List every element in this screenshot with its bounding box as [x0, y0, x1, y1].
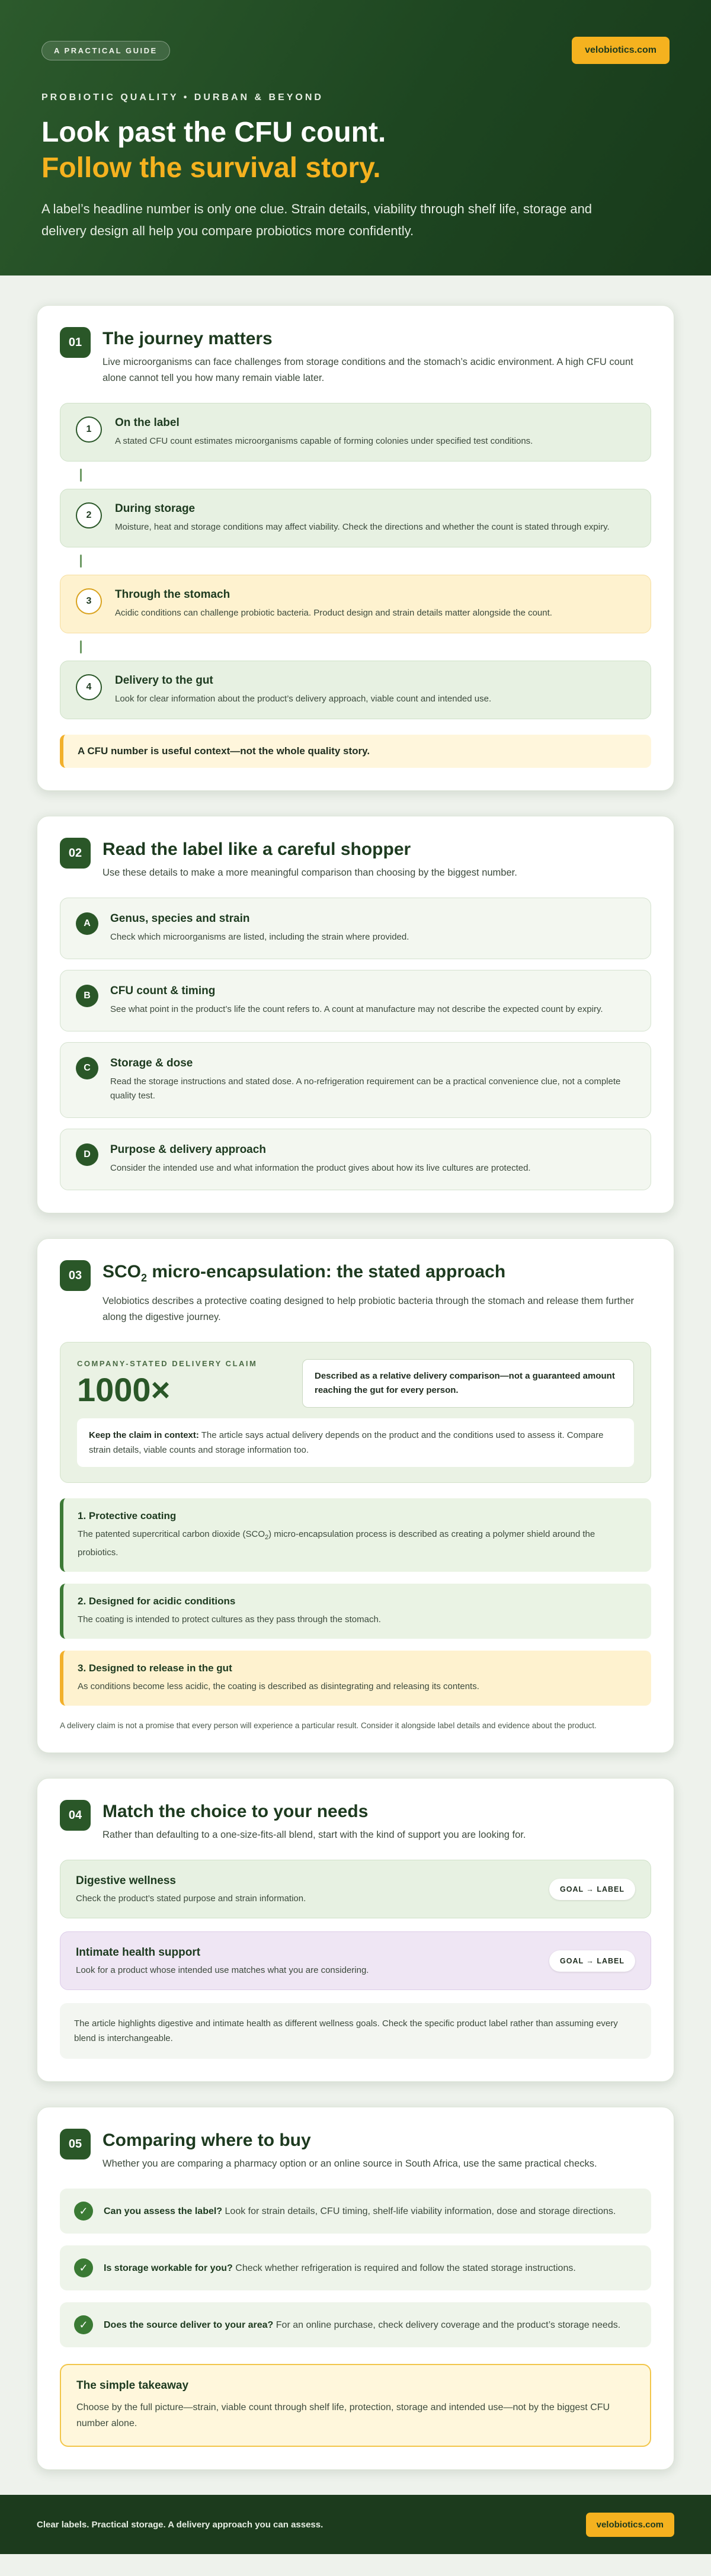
item-letter: D — [76, 1143, 98, 1166]
needs-footnote: The article highlights digestive and intimate health as different wellness goals. Check the specific product label rather than assuming every blend is interchangeable. — [60, 2003, 651, 2059]
step-number-circle: 4 — [76, 674, 102, 700]
section-title: The journey matters — [103, 329, 273, 348]
title-part: SCO — [103, 1262, 142, 1281]
buy-check-item — [60, 2245, 651, 2290]
section-sco2 — [37, 1238, 674, 1753]
item-title: Storage & dose — [110, 1057, 193, 1069]
takeaway-box — [60, 2364, 651, 2447]
page-footer — [0, 2495, 711, 2554]
section-intro: Live microorganisms can face challenges from storage conditions and the stomach’s acidic environment. A high CFU count alone cannot tell you how many remain viable later. — [103, 357, 633, 383]
claim-eyebrow: COMPANY-STATED DELIVERY CLAIM — [77, 1359, 258, 1368]
check-answer: Look for strain details, CFU timing, shelf-life viability information, dose and storage directions. — [222, 2206, 616, 2216]
delivery-disclaimer: A delivery claim is not a promise that every person will experience a particular result. Consider it alongside label details and evidence about the product. — [60, 1721, 597, 1730]
section-header — [60, 1800, 651, 1843]
journey-step — [60, 661, 651, 719]
item-description: See what point in the product’s life the count refers to. A count at manufacture may not describe the expected count by expiry. — [110, 1004, 603, 1014]
desc-part: ) micro-encapsulation process is described as creating a polymer shield around the probiotics. — [78, 1529, 595, 1558]
mechanism-description: As conditions become less acidic, the coating is described as disintegrating and releasing its contents. — [78, 1681, 479, 1691]
need-description: Check the product’s stated purpose and strain information. — [76, 1893, 306, 1904]
section-number-badge: 01 — [60, 327, 91, 358]
hero — [0, 0, 711, 275]
step-title: Delivery to the gut — [115, 674, 213, 687]
step-title: On the label — [115, 416, 180, 429]
need-title: Digestive wellness — [76, 1875, 176, 1887]
need-card — [60, 1931, 651, 1990]
section-where-to-buy — [37, 2107, 674, 2470]
mechanism-item — [60, 1584, 651, 1639]
desc-subscript: 2 — [265, 1534, 269, 1541]
mechanism-item — [60, 1498, 651, 1572]
section-header — [60, 1260, 651, 1325]
takeaway-description: Choose by the full picture—strain, viable count through shelf life, protection, storage and intended use—not by the biggest CFU number alone. — [76, 2402, 610, 2428]
section-header — [60, 327, 651, 386]
section-header — [60, 2129, 651, 2172]
step-description: Acidic conditions can challenge probiotic bacteria. Product design and strain details matter alongside the count. — [115, 608, 552, 618]
need-description: Look for a product whose intended use matches what you are considering. — [76, 1965, 369, 1975]
label-check-item — [60, 1129, 651, 1190]
desc-part: The patented supercritical carbon dioxide (SCO — [78, 1529, 265, 1539]
check-answer: For an online purchase, check delivery coverage and the product’s storage needs. — [273, 2319, 621, 2330]
step-number-circle: 2 — [76, 502, 102, 528]
check-question: Does the source deliver to your area? — [104, 2319, 274, 2330]
section-number-badge: 05 — [60, 2129, 91, 2160]
context-label: Keep the claim in context: — [89, 1430, 199, 1440]
check-text — [104, 2260, 576, 2276]
item-description: Read the storage instructions and stated dose. A no-refrigeration requirement can be a practical convenience clue, not a complete quality test. — [110, 1076, 621, 1101]
item-description: Check which microorganisms are listed, including the strain where provided. — [110, 932, 409, 942]
buy-check-item — [60, 2302, 651, 2347]
claim-row — [77, 1359, 634, 1408]
need-card — [60, 1860, 651, 1918]
section-header — [60, 838, 651, 881]
hero-eyebrow: PROBIOTIC QUALITY • DURBAN & BEYOND — [41, 92, 324, 102]
journey-steps — [60, 403, 651, 768]
footer-brand-button[interactable]: velobiotics.com — [586, 2513, 674, 2537]
headline-line-2: Follow the survival story. — [41, 152, 381, 184]
check-question: Can you assess the label? — [104, 2206, 223, 2216]
check-question: Is storage workable for you? — [104, 2263, 233, 2273]
item-description: Consider the intended use and what information the product gives about how its live cultures are protected. — [110, 1163, 531, 1173]
step-connector — [60, 547, 651, 575]
step-connector — [60, 462, 651, 489]
check-text — [104, 2203, 616, 2219]
section-intro: Whether you are comparing a pharmacy option or an online source in South Africa, use the same practical checks. — [103, 2158, 597, 2169]
section-title: Match the choice to your needs — [103, 1802, 369, 1821]
step-title: During storage — [115, 502, 196, 515]
hero-top-bar — [41, 37, 670, 64]
section-intro: Velobiotics describes a protective coating designed to help probiotic bacteria through the stomach and release them further along the digestive journey. — [103, 1296, 635, 1322]
context-text: The article says actual delivery depends on the product and the conditions used to assess it. Compare strain details, viable counts and storage information too. — [89, 1430, 604, 1455]
step-number-circle: 3 — [76, 588, 102, 614]
buy-check-item — [60, 2189, 651, 2234]
item-letter: C — [76, 1057, 98, 1079]
section-number-badge: 04 — [60, 1800, 91, 1831]
item-title: Genus, species and strain — [110, 912, 250, 925]
check-answer: Check whether refrigeration is required and follow the stated storage instructions. — [232, 2263, 576, 2273]
main-content — [0, 275, 711, 2470]
mechanism-title: 1. Protective coating — [78, 1510, 177, 1521]
mechanism-description: The coating is intended to protect cultures as they pass through the stomach. — [78, 1614, 381, 1625]
check-icon: ✓ — [74, 2258, 93, 2277]
claim-context — [77, 1418, 634, 1467]
item-title: CFU count & timing — [110, 985, 216, 997]
section-read-label — [37, 816, 674, 1213]
item-letter: A — [76, 912, 98, 935]
sco2-body — [60, 1342, 651, 1730]
step-title: Through the stomach — [115, 588, 230, 601]
headline-line-1: Look past the CFU count. — [41, 117, 386, 148]
section-intro: Rather than defaulting to a one-size-fits-all blend, start with the kind of support you are looking for. — [103, 1830, 526, 1840]
mechanism-item — [60, 1651, 651, 1706]
guide-pill: A PRACTICAL GUIDE — [41, 41, 170, 60]
takeaway-title: The simple takeaway — [76, 2379, 189, 2392]
title-part: micro-encapsulation: the stated approach — [147, 1262, 506, 1281]
label-check-item — [60, 898, 651, 959]
check-text — [104, 2317, 620, 2333]
mechanism-description — [78, 1527, 637, 1560]
section-number-badge: 03 — [60, 1260, 91, 1291]
goal-label-tag: GOAL → LABEL — [549, 1879, 635, 1900]
step-number-circle: 1 — [76, 416, 102, 443]
item-letter: B — [76, 985, 98, 1007]
journey-step — [60, 403, 651, 462]
section-title: Comparing where to buy — [103, 2130, 311, 2150]
section-intro: Use these details to make a more meaningful comparison than choosing by the biggest number. — [103, 867, 517, 878]
label-check-item — [60, 1042, 651, 1118]
section-match-needs — [37, 1778, 674, 2082]
journey-step — [60, 575, 651, 633]
step-description: Moisture, heat and storage conditions may affect viability. Check the directions and whether the count is stated through expiry. — [115, 522, 610, 532]
journey-step — [60, 489, 651, 547]
delivery-claim-box — [60, 1342, 651, 1483]
claim-aside-note: Described as a relative delivery comparison—not a guaranteed amount reaching the gut for every person. — [302, 1359, 634, 1408]
mechanism-title: 2. Designed for acidic conditions — [78, 1595, 236, 1607]
section-number-badge: 02 — [60, 838, 91, 869]
footer-tagline: Clear labels. Practical storage. A delivery approach you can assess. — [37, 2519, 324, 2530]
mechanism-title: 3. Designed to release in the gut — [78, 1662, 232, 1674]
item-title: Purpose & delivery approach — [110, 1143, 266, 1156]
section-title — [103, 1261, 648, 1289]
label-checklist — [60, 898, 651, 1190]
cfu-callout: A CFU number is useful context—not the whole quality story. — [60, 735, 651, 768]
title-subscript: 2 — [141, 1272, 148, 1284]
needs-list — [60, 1860, 651, 2059]
check-icon: ✓ — [74, 2202, 93, 2221]
step-description: A stated CFU count estimates microorganisms capable of forming colonies under specified test conditions. — [115, 436, 533, 446]
check-icon: ✓ — [74, 2315, 93, 2334]
hero-headline — [41, 115, 670, 186]
need-title: Intimate health support — [76, 1946, 201, 1959]
hero-subtitle: A label’s headline number is only one clue. Strain details, viability through shelf life, storage and delivery design all help you compare probiotics more confidently. — [41, 201, 592, 238]
step-connector — [60, 633, 651, 661]
section-journey — [37, 305, 674, 791]
brand-link-button[interactable]: velobiotics.com — [572, 37, 670, 64]
claim-multiplier: 1000× — [77, 1371, 171, 1408]
goal-label-tag: GOAL → LABEL — [549, 1950, 635, 1972]
step-description: Look for clear information about the product’s delivery approach, viable count and intended use. — [115, 694, 492, 704]
label-check-item — [60, 970, 651, 1031]
section-title: Read the label like a careful shopper — [103, 840, 411, 859]
buy-checks — [60, 2189, 651, 2447]
